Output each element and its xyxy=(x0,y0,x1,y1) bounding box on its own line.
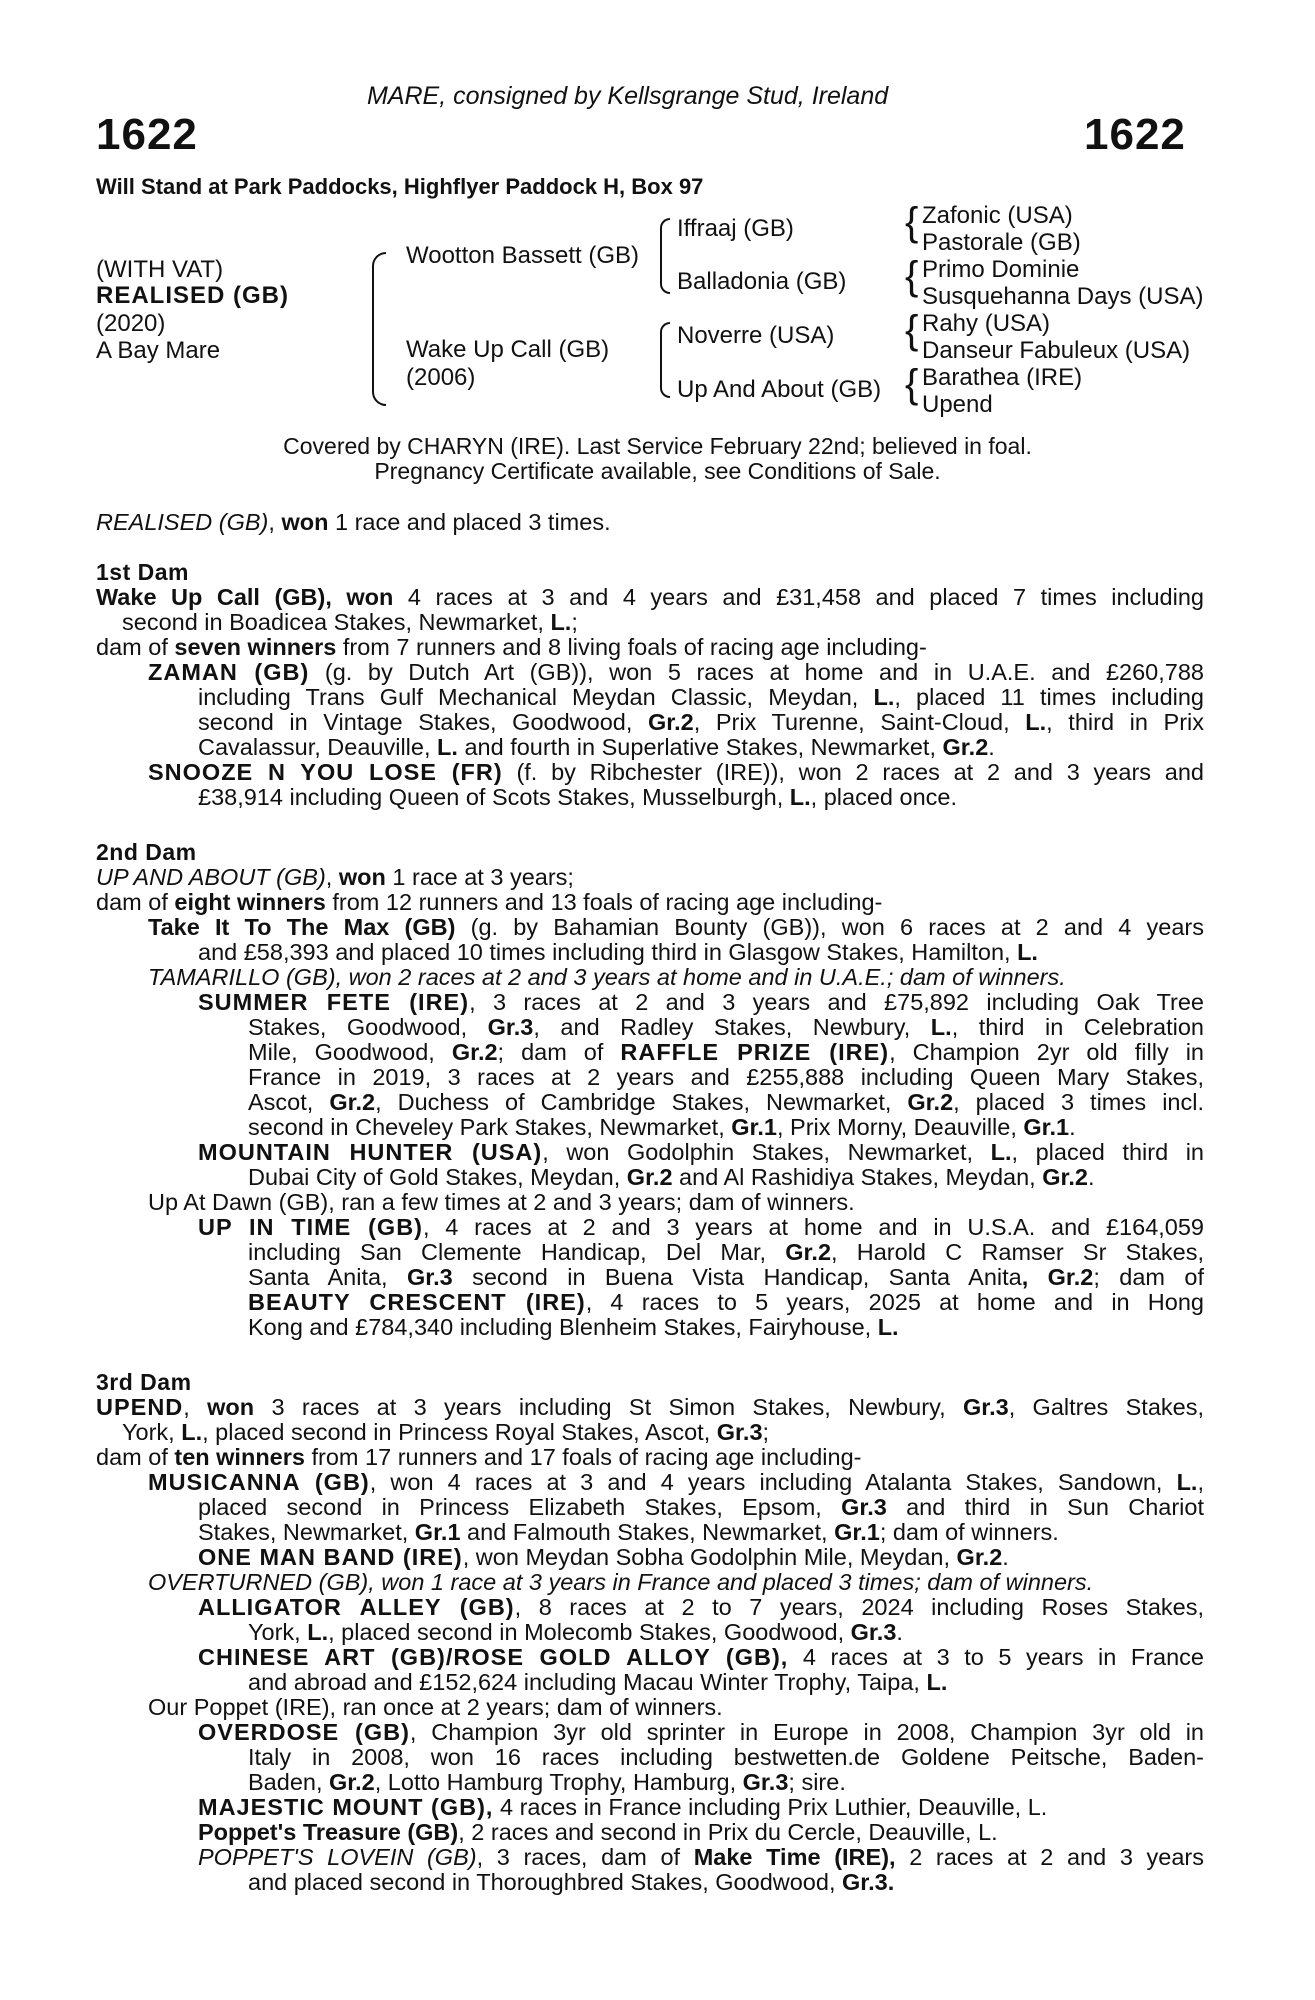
second-dam-heading: 2nd Dam xyxy=(96,839,197,865)
horse-name: REALISED (GB) xyxy=(96,282,289,309)
uit-line-1 xyxy=(198,1214,1204,1241)
t: second in Buena Vista Handicap, Santa Anita xyxy=(452,1264,1022,1290)
uit-line-2 xyxy=(248,1239,1204,1266)
t: from 7 runners and 8 living foals of racing age including- xyxy=(336,634,927,660)
t: . xyxy=(1069,1114,1076,1140)
t: second in Vintage Stakes, Goodwood, xyxy=(198,709,648,735)
t: Gr.2 xyxy=(942,734,989,760)
ssd: Pastorale (GB) xyxy=(922,229,1081,256)
t: Stakes, Goodwood, xyxy=(248,1014,488,1040)
t: Gr.3 xyxy=(962,1394,1009,1420)
t: and placed second in Thoroughbred Stakes, Goodwood, xyxy=(248,1869,843,1895)
t: ten winners xyxy=(174,1444,305,1470)
t: OVERDOSE (GB) xyxy=(198,1719,410,1745)
t: eight winners xyxy=(174,889,326,915)
overdose-line-2: Italy in 2008, won 16 races including bestwetten.de Goldene Peitsche, Baden- xyxy=(248,1744,1204,1770)
t: ALLIGATOR ALLEY (GB) xyxy=(198,1594,515,1620)
t: Gr.2 xyxy=(329,1769,375,1795)
t: MUSICANNA (GB) xyxy=(148,1469,370,1495)
zaman-line-3 xyxy=(198,709,1204,736)
dam-dam: Up And About (GB) xyxy=(677,376,882,403)
t: , placed 11 times including xyxy=(894,684,1204,710)
first-dam-line-3 xyxy=(96,634,927,661)
up-at-dawn-line: Up At Dawn (GB), ran a few times at 2 and 3 years; dam of winners. xyxy=(148,1189,855,1215)
consignor-line: MARE, consigned by Kellsgrange Stud, Ireland xyxy=(367,82,889,110)
t: Gr.2 xyxy=(956,1544,1003,1570)
t: Baden, xyxy=(248,1769,330,1795)
t: , Lotto Hamburg Trophy, Hamburg, xyxy=(374,1769,743,1795)
first-dam-text: 4 races at 3 and 4 years and £31,458 and placed 7 times including xyxy=(393,584,1204,610)
t: Gr.3 xyxy=(716,1419,763,1445)
dds: Barathea (IRE) xyxy=(922,364,1083,391)
t: , 4 races at 2 and 3 years at home and in U.S.A. and £164,059 xyxy=(423,1214,1204,1240)
sds: Primo Dominie xyxy=(922,256,1080,283)
t: Gr.2 xyxy=(907,1089,954,1115)
t: L. xyxy=(1017,939,1038,965)
tit-line-1 xyxy=(148,914,1204,941)
summary-name: REALISED (GB) xyxy=(96,509,269,535)
ddd: Upend xyxy=(922,391,993,418)
t: , placed second in Princess Royal Stakes, Ascot, xyxy=(202,1419,717,1445)
t: and Al Rashidiya Stakes, Meydan, xyxy=(672,1164,1043,1190)
t: L. xyxy=(990,1139,1012,1165)
t: ; dam of xyxy=(497,1039,621,1065)
t: UPEND xyxy=(96,1394,184,1420)
t: , xyxy=(325,864,339,890)
t: , 8 races at 2 to 7 years, 2024 including Roses Stakes, xyxy=(514,1594,1205,1620)
t: Gr.2 xyxy=(451,1039,498,1065)
t: L. xyxy=(877,1314,899,1340)
t: 3 races at 3 years including St Simon Stakes, Newbury, xyxy=(254,1394,963,1420)
brace-2: { xyxy=(905,254,919,298)
second-dam-line-1 xyxy=(96,864,574,891)
t: second in Cheveley Park Stakes, Newmarket, xyxy=(248,1114,732,1140)
t: Gr.1 xyxy=(1023,1114,1070,1140)
t: placed second in Princess Elizabeth Stakes, Epsom, xyxy=(198,1494,842,1520)
lot-number-right: 1622 xyxy=(1084,110,1186,159)
t: Poppet's Treasure (GB) xyxy=(198,1819,459,1845)
poppets-lovein-line-2 xyxy=(248,1869,894,1896)
sf-line-4: France in 2019, 3 races at 2 years and £255,888 including Queen Mary Stakes, xyxy=(248,1064,1204,1090)
t: UP IN TIME (GB) xyxy=(198,1214,424,1240)
zaman-line-1 xyxy=(148,659,1204,686)
uit-line-5 xyxy=(248,1314,899,1341)
t: , Duchess of Cambridge Stakes, Newmarket, xyxy=(375,1089,908,1115)
t: Gr.2 xyxy=(329,1089,376,1115)
t: MAJESTIC MOUNT (GB), xyxy=(198,1794,494,1820)
tamarillo-line: TAMARILLO (GB), won 2 races at 2 and 3 years at home and in U.A.E.; dam of winners. xyxy=(148,964,1066,990)
summary-rest: 1 race and placed 3 times. xyxy=(328,509,611,535)
t: L. xyxy=(789,784,811,810)
third-dam-heading: 3rd Dam xyxy=(96,1369,192,1395)
zaman-line-4 xyxy=(198,734,995,761)
dss: Rahy (USA) xyxy=(922,310,1051,337)
t: ; dam of xyxy=(1093,1264,1204,1290)
t: BEAUTY CRESCENT (IRE) xyxy=(248,1289,586,1315)
sf-line-5 xyxy=(248,1089,1204,1116)
second-dam-line-2 xyxy=(96,889,882,916)
t: , placed second in Molecomb Stakes, Goodwood, xyxy=(328,1619,851,1645)
t: including San Clemente Handicap, Del Mar, xyxy=(248,1239,786,1265)
lot-number-left: 1622 xyxy=(96,110,198,159)
horse-description: A Bay Mare xyxy=(96,337,221,364)
chinese-art-line-2 xyxy=(248,1669,947,1696)
vat-note: (WITH VAT) xyxy=(96,256,224,283)
sss: Zafonic (USA) xyxy=(922,202,1073,229)
t: Kong and £784,340 including Blenheim Stakes, Fairyhouse, xyxy=(248,1314,878,1340)
t: , xyxy=(1197,1469,1204,1495)
t: Gr.1 xyxy=(414,1519,461,1545)
alligator-line-2 xyxy=(248,1619,903,1646)
sf-line-6 xyxy=(248,1114,1076,1141)
race-summary: REALISED (GB), won 1 race and placed 3 times. xyxy=(96,509,611,535)
t: , 3 races, dam of xyxy=(476,1844,694,1870)
t: York, xyxy=(122,1419,182,1445)
sf-line-1 xyxy=(198,989,1204,1016)
t: L. xyxy=(1025,709,1047,735)
tit-line-2 xyxy=(198,939,1038,966)
t: Santa Anita, xyxy=(248,1264,407,1290)
t: Gr.1 xyxy=(834,1519,880,1545)
t: , Champion 3yr old sprinter in Europe in 2008, Champion 3yr old in xyxy=(409,1719,1205,1745)
t: 4 races in France including Prix Luthier, Deauville, L. xyxy=(493,1794,1048,1820)
uit-line-4 xyxy=(248,1289,1204,1316)
t: , and Radley Stakes, Newbury, xyxy=(533,1014,931,1040)
uit-line-3 xyxy=(248,1264,1204,1291)
third-dam-line-2 xyxy=(122,1419,769,1446)
t: Gr.2 xyxy=(1042,1164,1088,1190)
t: ; xyxy=(571,609,578,635)
t: L. xyxy=(1176,1469,1198,1495)
dsd: Danseur Fabuleux (USA) xyxy=(922,337,1191,364)
t: , third in Celebration xyxy=(951,1014,1204,1040)
t: MOUNTAIN HUNTER (USA) xyxy=(198,1139,543,1165)
covered-line-1: Covered by CHARYN (IRE). Last Service February 22nd; believed in foal. xyxy=(283,433,1032,459)
t: . xyxy=(1002,1544,1009,1570)
overturned-line: OVERTURNED (GB), won 1 race at 3 years in France and placed 3 times; dam of winners. xyxy=(148,1569,1094,1595)
dam: Wake Up Call (GB) xyxy=(406,336,610,363)
sf-line-2 xyxy=(248,1014,1204,1041)
t: , placed once. xyxy=(810,784,957,810)
t: Stakes, Newmarket, xyxy=(198,1519,415,1545)
t: dam of xyxy=(96,889,175,915)
dam-year: (2006) xyxy=(406,364,476,391)
first-dam-heading: 1st Dam xyxy=(96,559,189,585)
t: Mile, Goodwood, xyxy=(248,1039,452,1065)
t: dam of xyxy=(96,634,175,660)
t: , Prix Turenne, Saint-Cloud, xyxy=(693,709,1026,735)
t: L. xyxy=(930,1014,952,1040)
t: L. xyxy=(437,734,458,760)
t: L. xyxy=(307,1619,329,1645)
t: and fourth in Superlative Stakes, Newmarket, xyxy=(457,734,943,760)
t: Gr.3 xyxy=(487,1014,534,1040)
t: and third in Sun Chariot xyxy=(886,1494,1204,1520)
sire-brace xyxy=(660,218,670,294)
t: . xyxy=(988,734,995,760)
t: Take It To The Max (GB) xyxy=(148,914,456,940)
t: (g. by Bahamian Bounty (GB)), won 6 races at 2 and 4 years xyxy=(455,914,1204,940)
sdd: Susquehanna Days (USA) xyxy=(922,283,1204,310)
stand-location: Will Stand at Park Paddocks, Highflyer Paddock H, Box 97 xyxy=(96,174,704,199)
t: , Champion 2yr old filly in xyxy=(889,1039,1204,1065)
mus-line-2 xyxy=(198,1494,1204,1521)
t: Gr.3 xyxy=(406,1264,453,1290)
t: Gr.2 xyxy=(785,1239,832,1265)
t: L. xyxy=(181,1419,203,1445)
t: , third in Prix xyxy=(1046,709,1205,735)
pedigree-main-brace xyxy=(372,252,386,406)
zaman-name: ZAMAN (GB) xyxy=(148,659,310,685)
snooze-line-2 xyxy=(198,784,957,811)
t: Gr.3 xyxy=(850,1619,897,1645)
t: L. xyxy=(926,1669,948,1695)
t: ; sire. xyxy=(788,1769,846,1795)
t: , placed 3 times incl. xyxy=(953,1089,1204,1115)
alligator-line-1 xyxy=(198,1594,1204,1621)
t: L. xyxy=(550,609,572,635)
t: 2 races at 2 and 3 years xyxy=(895,1844,1204,1870)
dam-sire: Noverre (USA) xyxy=(677,322,835,349)
t: . xyxy=(896,1619,903,1645)
t: POPPET'S LOVEIN (GB) xyxy=(198,1844,477,1870)
sire-sire: Iffraaj (GB) xyxy=(677,215,794,242)
t: and Falmouth Stakes, Newmarket, xyxy=(460,1519,835,1545)
t: including Trans Gulf Mechanical Meydan Classic, Meydan, xyxy=(198,684,874,710)
t: Gr.2 xyxy=(626,1164,673,1190)
summary-won: won xyxy=(281,509,329,535)
t: £38,914 including Queen of Scots Stakes, Musselburgh, xyxy=(198,784,790,810)
covered-line-2: Pregnancy Certificate available, see Conditions of Sale. xyxy=(374,458,941,484)
t: , Harold C Ramser Sr Stakes, xyxy=(831,1239,1204,1265)
overdose-line-3 xyxy=(248,1769,846,1796)
t: 4 races at 3 to 5 years in France xyxy=(788,1644,1205,1670)
t: ; dam of winners. xyxy=(879,1519,1059,1545)
overdose-line-1 xyxy=(198,1719,1204,1746)
brace-4: { xyxy=(905,362,919,406)
t: , Gr.2 xyxy=(1021,1264,1094,1290)
t: ONE MAN BAND (IRE) xyxy=(198,1544,463,1570)
omb-line xyxy=(198,1544,1009,1571)
poppets-treasure-line xyxy=(198,1819,998,1846)
t: won xyxy=(207,1394,255,1420)
sire: Wootton Bassett (GB) xyxy=(406,242,639,269)
t: , won 4 races at 3 and 4 years including Atalanta Stakes, Sandown, xyxy=(369,1469,1177,1495)
t: , xyxy=(183,1394,208,1420)
first-dam-name: Wake Up Call (GB), won xyxy=(96,584,394,610)
t: won xyxy=(338,864,386,890)
mus-line-1 xyxy=(148,1469,1204,1496)
t: Make Time (IRE), xyxy=(693,1844,896,1870)
mh-line-1 xyxy=(198,1139,1204,1166)
poppets-lovein-line-1 xyxy=(198,1844,1204,1871)
zaman-line-2 xyxy=(198,684,1204,711)
t: Gr.2 xyxy=(647,709,694,735)
first-dam-line-2 xyxy=(122,609,578,636)
our-poppet-line: Our Poppet (IRE), ran once at 2 years; dam of winners. xyxy=(148,1694,723,1720)
t: Gr.3. xyxy=(842,1869,895,1895)
majestic-mount-line xyxy=(198,1794,1047,1821)
t: , won Godolphin Stakes, Newmarket, xyxy=(542,1139,991,1165)
t: (f. by Ribchester (IRE)), won 2 races at 2 and 3 years and xyxy=(502,759,1204,785)
sf-line-3 xyxy=(248,1039,1204,1066)
chinese-art-line-1 xyxy=(198,1644,1204,1671)
t: CHINESE ART (GB)/ROSE GOLD ALLOY (GB), xyxy=(198,1644,789,1670)
t: from 12 runners and 13 foals of racing age including- xyxy=(325,889,883,915)
mh-line-2 xyxy=(248,1164,1094,1191)
t: ; xyxy=(762,1419,770,1445)
t: , 3 races at 2 and 3 years and £75,892 including Oak Tree xyxy=(469,989,1204,1015)
t: Cavalassur, Deauville, xyxy=(198,734,438,760)
first-dam-line-1 xyxy=(96,584,1204,611)
t: York, xyxy=(248,1619,308,1645)
t: second in Boadicea Stakes, Newmarket, xyxy=(122,609,551,635)
t: Gr.3 xyxy=(742,1769,789,1795)
mus-line-3 xyxy=(198,1519,1059,1546)
third-dam-line-3 xyxy=(96,1444,861,1471)
t: , Prix Morny, Deauville, xyxy=(777,1114,1024,1140)
sire-dam: Balladonia (GB) xyxy=(677,268,847,295)
t: Gr.1 xyxy=(731,1114,777,1140)
third-dam-line-1 xyxy=(96,1394,1204,1421)
t: Dubai City of Gold Stakes, Meydan, xyxy=(248,1164,627,1190)
dam-brace xyxy=(660,322,670,398)
t: . xyxy=(1087,1164,1095,1190)
t: , 4 races to 5 years, 2025 at home and in Hong xyxy=(585,1289,1204,1315)
t: , 2 races and second in Prix du Cercle, Deauville, L. xyxy=(458,1819,998,1845)
t: , won Meydan Sobha Godolphin Mile, Meydan, xyxy=(462,1544,957,1570)
t: from 17 runners and 17 foals of racing age including- xyxy=(304,1444,862,1470)
t: , Galtres Stakes, xyxy=(1008,1394,1205,1420)
t: , placed third in xyxy=(1011,1139,1205,1165)
t: L. xyxy=(873,684,895,710)
horse-year: (2020) xyxy=(96,310,166,337)
t: and abroad and £152,624 including Macau Winter Trophy, Taipa, xyxy=(248,1669,927,1695)
t: dam of xyxy=(96,1444,175,1470)
t: and £58,393 and placed 10 times including third in Glasgow Stakes, Hamilton, xyxy=(198,939,1018,965)
brace-1: { xyxy=(905,200,919,244)
brace-3: { xyxy=(905,308,919,352)
t: 1 race at 3 years; xyxy=(385,864,574,890)
snooze-name: SNOOZE N YOU LOSE (FR) xyxy=(148,759,503,785)
t: Gr.3 xyxy=(841,1494,887,1520)
t: seven winners xyxy=(174,634,337,660)
t: SUMMER FETE (IRE) xyxy=(198,989,470,1015)
snooze-line-1 xyxy=(148,759,1204,786)
t: RAFFLE PRIZE (IRE) xyxy=(620,1039,890,1065)
t: (g. by Dutch Art (GB)), won 5 races at home and in U.A.E. and £260,788 xyxy=(309,659,1204,685)
t: UP AND ABOUT (GB) xyxy=(96,864,326,890)
t: Ascot, xyxy=(248,1089,330,1115)
